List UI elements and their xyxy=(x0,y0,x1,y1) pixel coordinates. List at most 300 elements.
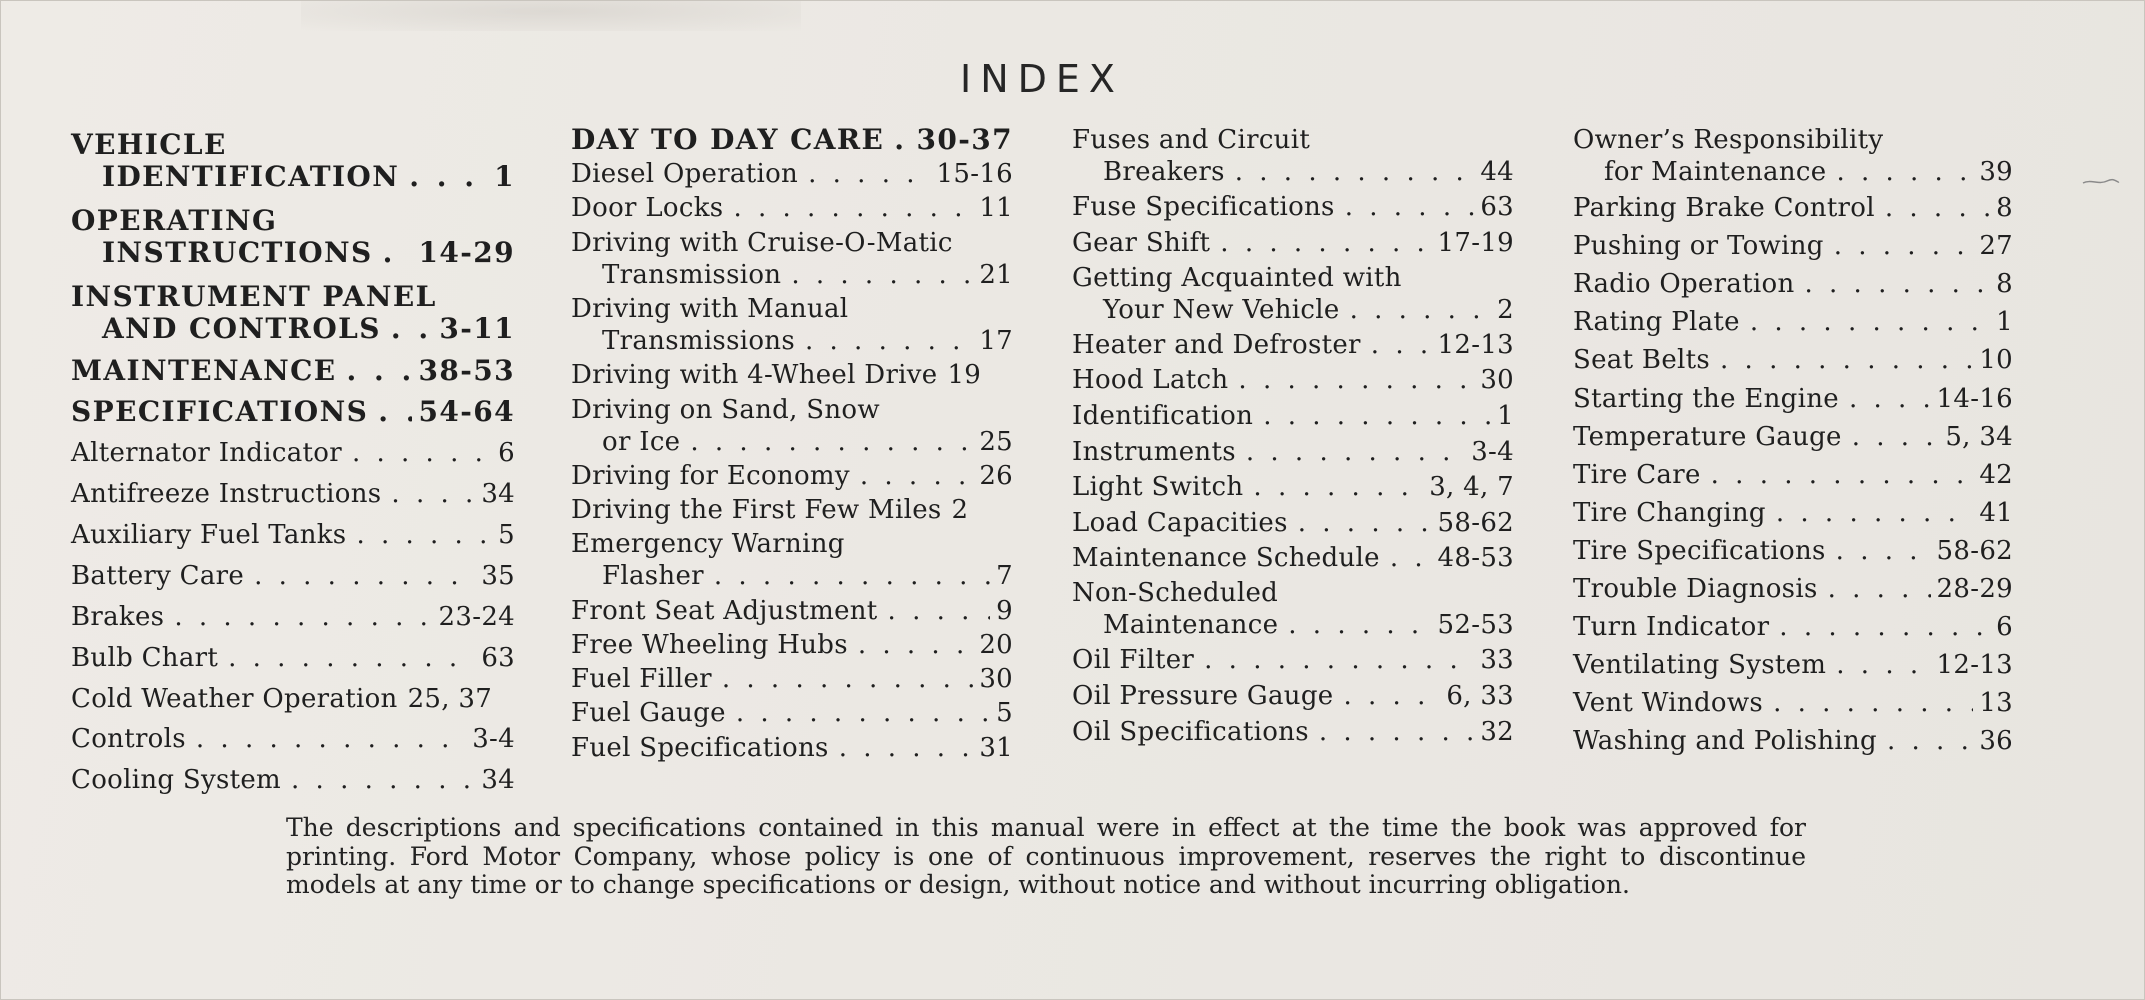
entry-line xyxy=(1573,383,2013,415)
index-entry xyxy=(1072,505,1514,541)
entry-label: Seat Belts xyxy=(1573,345,1711,376)
entry-label: Maintenance Schedule xyxy=(1072,543,1380,574)
entry-line xyxy=(571,595,1013,627)
entry-line xyxy=(1573,230,2013,262)
entry-page: 8 xyxy=(1996,193,2013,224)
entry-label: Turn Indicator xyxy=(1573,612,1770,643)
entry-line xyxy=(1072,471,1514,503)
entry-line xyxy=(71,437,515,469)
dot-leader xyxy=(1887,725,1973,757)
entry-page: 33 xyxy=(1480,645,1514,676)
entry-label: Driving the First Few Miles xyxy=(571,495,942,526)
dot-leader xyxy=(1836,535,1931,567)
index-entry xyxy=(1072,189,1514,225)
dot-leader xyxy=(736,697,990,729)
entry-line xyxy=(1573,687,2013,719)
dot-leader xyxy=(808,158,930,190)
index-entry xyxy=(571,527,1013,593)
entry-page: 11 xyxy=(979,193,1013,224)
dot-leader xyxy=(378,396,412,428)
dot-leader xyxy=(1253,471,1423,503)
dot-leader xyxy=(1750,306,1990,338)
entry-label: Diesel Operation xyxy=(571,159,799,190)
entry-line xyxy=(1573,459,2013,491)
entry-label: INSTRUMENT PANEL xyxy=(71,280,437,313)
index-entry xyxy=(571,157,1013,191)
entry-label: Antifreeze Instructions xyxy=(71,479,382,510)
entry-line xyxy=(1573,535,2013,567)
entry-label: Fuses and Circuit xyxy=(1072,125,1311,156)
index-entry xyxy=(1072,434,1514,470)
entry-line-continued xyxy=(571,325,1013,357)
entry-label: Emergency Warning xyxy=(571,529,845,560)
entry-label: Vent Windows xyxy=(1573,688,1764,719)
entry-line xyxy=(571,697,1013,729)
entry-line xyxy=(71,355,515,387)
index-entry xyxy=(571,358,1013,392)
index-entry xyxy=(71,515,515,556)
index-entry xyxy=(571,191,1013,225)
index-entry xyxy=(71,123,515,199)
entry-line-continued xyxy=(571,426,1013,458)
entry-line xyxy=(71,129,515,161)
dot-leader xyxy=(1345,191,1475,223)
dot-leader xyxy=(1834,230,1974,262)
index-entry xyxy=(1573,456,2013,494)
entry-page: 9 xyxy=(996,595,1013,626)
entry-label: Free Wheeling Hubs xyxy=(571,629,848,660)
entry-label: Getting Acquainted with xyxy=(1072,262,1402,293)
entry-page: 23-24 xyxy=(438,601,515,632)
index-entry xyxy=(1573,608,2013,646)
entry-label: Rating Plate xyxy=(1573,307,1740,338)
entry-label: MAINTENANCE xyxy=(71,354,337,388)
entry-label: Hood Latch xyxy=(1072,365,1229,396)
index-entry xyxy=(571,393,1013,459)
index-entry xyxy=(1573,265,2013,303)
entry-line xyxy=(1072,716,1514,748)
entry-line xyxy=(571,192,1013,224)
index-entry xyxy=(1573,303,2013,341)
index-entry xyxy=(71,351,515,392)
entry-line-continued xyxy=(71,313,515,345)
entry-label: Fuel Specifications xyxy=(571,732,829,763)
dot-leader xyxy=(1828,573,1931,605)
index-entry xyxy=(71,392,515,433)
entry-page: 42 xyxy=(1979,459,2013,490)
entry-page: 48-53 xyxy=(1437,543,1514,574)
dot-leader xyxy=(722,663,973,695)
entry-page: 12-13 xyxy=(1437,329,1514,360)
entry-line xyxy=(71,396,515,428)
index-entry xyxy=(571,493,1013,527)
index-entry xyxy=(1573,494,2013,532)
entry-label: Fuel Gauge xyxy=(571,698,726,729)
entry-label: Washing and Polishing xyxy=(1573,726,1877,757)
entry-label: Driving with Cruise-O-Matic xyxy=(571,227,953,258)
entry-page: 44 xyxy=(1480,157,1514,188)
entry-page: 14-29 xyxy=(418,236,515,269)
footnote: The descriptions and specifications contained in this manual were in effect at the time the book was approved for printing. Ford Motor Company, whose policy is one of continuous improvement, reserves the right to discontinue models at any time or to change specifications or design, without notice and without incurring obligation. xyxy=(286,813,1806,899)
dot-leader xyxy=(733,192,973,224)
entry-label: Front Seat Adjustment xyxy=(571,595,878,626)
index-entry xyxy=(71,433,515,474)
entry-line-continued xyxy=(1072,294,1514,326)
entry-line xyxy=(1072,680,1514,712)
entry-label: Trouble Diagnosis xyxy=(1573,573,1818,604)
pencil-mark-icon xyxy=(2081,175,2121,189)
entry-page: 2 xyxy=(1497,294,1514,325)
entry-page: 63 xyxy=(481,642,515,673)
index-entry xyxy=(571,459,1013,493)
entry-page: 1 xyxy=(494,160,515,193)
dot-leader xyxy=(805,325,973,357)
index-entry xyxy=(1573,379,2013,417)
entry-line xyxy=(1573,124,2013,156)
entry-page: 26 xyxy=(979,461,1013,492)
entry-line xyxy=(1072,542,1514,574)
entry-page: 7 xyxy=(996,561,1013,592)
entry-line xyxy=(1573,421,2013,453)
index-entry xyxy=(1573,684,2013,722)
entry-page: 34 xyxy=(481,765,515,796)
dot-leader xyxy=(1776,497,1973,529)
entry-page: 3, 4, 7 xyxy=(1429,472,1514,503)
dot-leader xyxy=(1343,680,1440,712)
entry-line xyxy=(1072,262,1514,294)
dot-leader xyxy=(1246,436,1465,468)
entry-page: 17-19 xyxy=(1437,227,1514,258)
entry-label: Load Capacities xyxy=(1072,507,1288,538)
entry-page: 52-53 xyxy=(1437,610,1514,641)
entry-page: 27 xyxy=(1979,231,2013,262)
index-entry xyxy=(571,594,1013,628)
entry-label: SPECIFICATIONS xyxy=(71,395,369,429)
index-entry xyxy=(571,628,1013,662)
entry-line-continued xyxy=(571,560,1013,592)
entry-line xyxy=(71,683,515,715)
entry-line xyxy=(71,478,515,510)
entry-line xyxy=(1072,436,1514,468)
entry-label: Oil Pressure Gauge xyxy=(1072,680,1334,711)
index-entry xyxy=(571,662,1013,696)
entry-line-continued xyxy=(1072,609,1514,641)
entry-line xyxy=(1072,577,1514,609)
entry-line xyxy=(571,293,1013,325)
entry-page: 19 xyxy=(947,360,982,391)
entry-label: DAY TO DAY CARE xyxy=(571,123,885,157)
entry-label: Radio Operation xyxy=(1573,269,1795,300)
entry-line xyxy=(1573,649,2013,681)
entry-line xyxy=(71,764,515,796)
index-entry xyxy=(1072,643,1514,679)
entry-page: 30 xyxy=(1480,365,1514,396)
index-entry xyxy=(1072,363,1514,399)
index-entry xyxy=(1573,646,2013,684)
dot-leader xyxy=(1350,294,1492,326)
entry-line xyxy=(1072,227,1514,259)
entry-line xyxy=(1573,725,2013,757)
dot-leader xyxy=(291,764,475,796)
index-column-4 xyxy=(1573,123,2013,760)
dot-leader xyxy=(1238,364,1474,396)
entry-line xyxy=(1573,573,2013,605)
index-entry xyxy=(71,596,515,637)
dot-leader xyxy=(1885,192,1990,224)
entry-page: 3-4 xyxy=(1471,436,1514,467)
entry-line xyxy=(571,663,1013,695)
entry-label: Your New Vehicle xyxy=(1103,294,1340,325)
entry-page: 39 xyxy=(1979,157,2013,187)
index-entry xyxy=(71,719,515,760)
entry-line-continued xyxy=(71,161,515,193)
index-entry xyxy=(71,474,515,515)
entry-line xyxy=(571,494,1013,526)
entry-line xyxy=(1573,192,2013,224)
index-entry xyxy=(71,275,515,351)
dot-leader xyxy=(1235,156,1475,188)
dot-leader xyxy=(791,259,973,291)
entry-line xyxy=(1072,124,1514,156)
index-entry xyxy=(571,123,1013,157)
entry-label: Flasher xyxy=(602,561,704,592)
dot-leader xyxy=(1711,459,1974,491)
index-entry xyxy=(1072,576,1514,642)
dot-leader xyxy=(196,723,466,755)
entry-label: Heater and Defroster xyxy=(1072,329,1361,360)
entry-line xyxy=(571,227,1013,259)
index-entry xyxy=(1573,722,2013,760)
entry-label: Bulb Chart xyxy=(71,642,219,673)
entry-label: Breakers xyxy=(1103,157,1225,188)
entry-label: Transmission xyxy=(602,259,782,290)
entry-label: Maintenance xyxy=(1103,610,1279,641)
dot-leader xyxy=(1319,716,1474,748)
entry-page: 5 xyxy=(996,698,1013,729)
index-entry xyxy=(1072,261,1514,327)
dot-leader xyxy=(1852,421,1940,453)
index-entry xyxy=(1573,189,2013,227)
entry-label: Temperature Gauge xyxy=(1573,421,1842,452)
dot-leader xyxy=(1220,227,1431,259)
index-entry xyxy=(1072,714,1514,750)
dot-leader xyxy=(1288,609,1431,641)
entry-label: Door Locks xyxy=(571,193,724,224)
entry-label: Pushing or Towing xyxy=(1573,231,1824,262)
entry-line xyxy=(571,394,1013,426)
entry-page: 54-64 xyxy=(418,395,515,429)
dot-leader xyxy=(1298,507,1432,539)
entry-label: Tire Specifications xyxy=(1573,535,1826,566)
entry-line xyxy=(71,642,515,674)
entry-line xyxy=(1573,344,2013,376)
entry-label: AND CONTROLS xyxy=(102,312,381,345)
entry-label: INSTRUCTIONS xyxy=(102,236,373,269)
index-entry xyxy=(571,292,1013,358)
entry-line xyxy=(71,560,515,592)
entry-label: Owner’s Responsibility xyxy=(1573,125,1884,155)
entry-label: Starting the Engine xyxy=(1573,383,1839,414)
index-entry xyxy=(71,678,515,719)
entry-label: Fuse Specifications xyxy=(1072,192,1335,223)
entry-page: 41 xyxy=(1979,497,2013,528)
entry-line xyxy=(1573,268,2013,300)
entry-label: Brakes xyxy=(71,601,165,632)
index-entry xyxy=(1573,532,2013,570)
entry-line xyxy=(71,281,515,313)
dot-leader xyxy=(1779,611,1990,643)
index-entry xyxy=(71,637,515,678)
dot-leader xyxy=(1836,649,1930,681)
entry-label: or Ice xyxy=(602,426,681,457)
index-entry xyxy=(1573,227,2013,265)
entry-label: Driving for Economy xyxy=(571,461,850,492)
index-entry xyxy=(1573,341,2013,379)
entry-line xyxy=(71,519,515,551)
entry-label: Cooling System xyxy=(71,765,282,796)
entry-page: 63 xyxy=(1480,192,1514,223)
entry-line-continued xyxy=(71,237,515,269)
entry-label: Tire Changing xyxy=(1573,497,1766,528)
dot-leader xyxy=(839,732,974,764)
entry-page: 14-16 xyxy=(1936,383,2013,414)
entry-page: 30 xyxy=(979,664,1013,695)
entry-page: 17 xyxy=(979,326,1013,357)
index-entry xyxy=(71,760,515,801)
entry-line xyxy=(1072,329,1514,361)
entry-page: 2 xyxy=(951,495,969,526)
entry-page: 25, 37 xyxy=(407,683,493,714)
dot-leader xyxy=(1720,344,1973,376)
dot-leader xyxy=(1390,542,1432,574)
dot-leader xyxy=(409,161,488,193)
entry-label: Tire Care xyxy=(1573,459,1701,490)
entry-label: for Maintenance xyxy=(1604,157,1827,187)
entry-label: Driving with 4-Wheel Drive xyxy=(571,360,938,391)
entry-line xyxy=(71,723,515,755)
entry-page: 34 xyxy=(481,479,515,510)
entry-label: Battery Care xyxy=(71,560,245,591)
index-entry xyxy=(571,696,1013,730)
dot-leader xyxy=(356,519,492,551)
dot-leader xyxy=(391,313,434,345)
dot-leader xyxy=(1805,268,1991,300)
entry-label: Parking Brake Control xyxy=(1573,193,1875,224)
entry-label: Controls xyxy=(71,724,186,755)
dot-leader xyxy=(174,601,432,633)
dot-leader xyxy=(1371,329,1432,361)
entry-page: 13 xyxy=(1979,688,2013,719)
index-entry xyxy=(1072,327,1514,363)
entry-page: 20 xyxy=(979,629,1013,660)
index-entry xyxy=(1072,225,1514,261)
entry-line xyxy=(571,124,1013,156)
entry-page: 6, 33 xyxy=(1446,680,1514,711)
dot-leader xyxy=(690,426,973,458)
entry-page: 6 xyxy=(498,438,515,469)
entry-page: 3-11 xyxy=(439,312,515,345)
entry-line xyxy=(71,601,515,633)
entry-page: 58-62 xyxy=(1437,507,1514,538)
entry-page: 15-16 xyxy=(936,159,1013,190)
entry-label: Alternator Indicator xyxy=(71,438,342,469)
entry-page: 10 xyxy=(1979,345,2013,376)
index-entry xyxy=(571,730,1013,764)
entry-line xyxy=(1573,497,2013,529)
dot-leader xyxy=(860,460,973,492)
entry-page: 5, 34 xyxy=(1945,421,2013,452)
entry-line xyxy=(1573,306,2013,338)
entry-label: Oil Filter xyxy=(1072,645,1195,676)
entry-line xyxy=(571,732,1013,764)
index-entry xyxy=(1573,570,2013,608)
entry-page: 58-62 xyxy=(1936,535,2013,566)
entry-line xyxy=(571,460,1013,492)
dot-leader xyxy=(1204,644,1474,676)
entry-page: 36 xyxy=(1979,726,2013,757)
entry-label: Instruments xyxy=(1072,436,1236,467)
entry-page: 38-53 xyxy=(418,354,515,388)
entry-line xyxy=(571,528,1013,560)
index-column-3 xyxy=(1072,123,1514,749)
dot-leader xyxy=(858,629,973,661)
index-column-1 xyxy=(71,123,515,801)
entry-label: Gear Shift xyxy=(1072,227,1211,258)
entry-line xyxy=(571,158,1013,190)
entry-label: OPERATING xyxy=(71,204,278,237)
dot-leader xyxy=(352,437,492,469)
entry-label: IDENTIFICATION xyxy=(102,160,400,193)
entry-line-continued xyxy=(1072,156,1514,188)
entry-label: Non-Scheduled xyxy=(1072,578,1279,609)
entry-label: Auxiliary Fuel Tanks xyxy=(71,520,347,550)
entry-line xyxy=(1072,191,1514,223)
index-entry xyxy=(71,199,515,275)
entry-page: 5 xyxy=(498,520,515,550)
entry-page: 1 xyxy=(1996,307,2013,338)
index-entry xyxy=(1072,123,1514,189)
entry-line xyxy=(571,629,1013,661)
dot-leader xyxy=(254,560,475,592)
dot-leader xyxy=(383,237,413,269)
index-entry xyxy=(1072,541,1514,577)
entry-page: 31 xyxy=(979,732,1013,763)
dot-leader xyxy=(894,124,910,156)
page-title: INDEX xyxy=(960,57,1124,101)
entry-label: Driving with Manual xyxy=(571,294,849,325)
index-entry xyxy=(1072,398,1514,434)
entry-label: Ventilating System xyxy=(1573,650,1827,681)
dot-leader xyxy=(714,560,990,592)
index-entry xyxy=(71,555,515,596)
dot-leader xyxy=(228,642,475,674)
entry-label: Oil Specifications xyxy=(1072,716,1309,747)
dot-leader xyxy=(1836,156,1973,188)
index-entry xyxy=(1072,678,1514,714)
index-column-2 xyxy=(571,123,1013,765)
entry-line xyxy=(71,205,515,237)
index-entry xyxy=(1573,418,2013,456)
entry-page: 3-4 xyxy=(472,724,515,755)
index-entry xyxy=(1072,469,1514,505)
entry-page: 25 xyxy=(979,426,1013,457)
entry-line xyxy=(1072,644,1514,676)
entry-page: 21 xyxy=(979,259,1013,290)
entry-line xyxy=(571,359,1013,391)
dot-leader xyxy=(347,355,413,387)
entry-line-continued xyxy=(1573,156,2013,188)
entry-label: Light Switch xyxy=(1072,472,1244,503)
